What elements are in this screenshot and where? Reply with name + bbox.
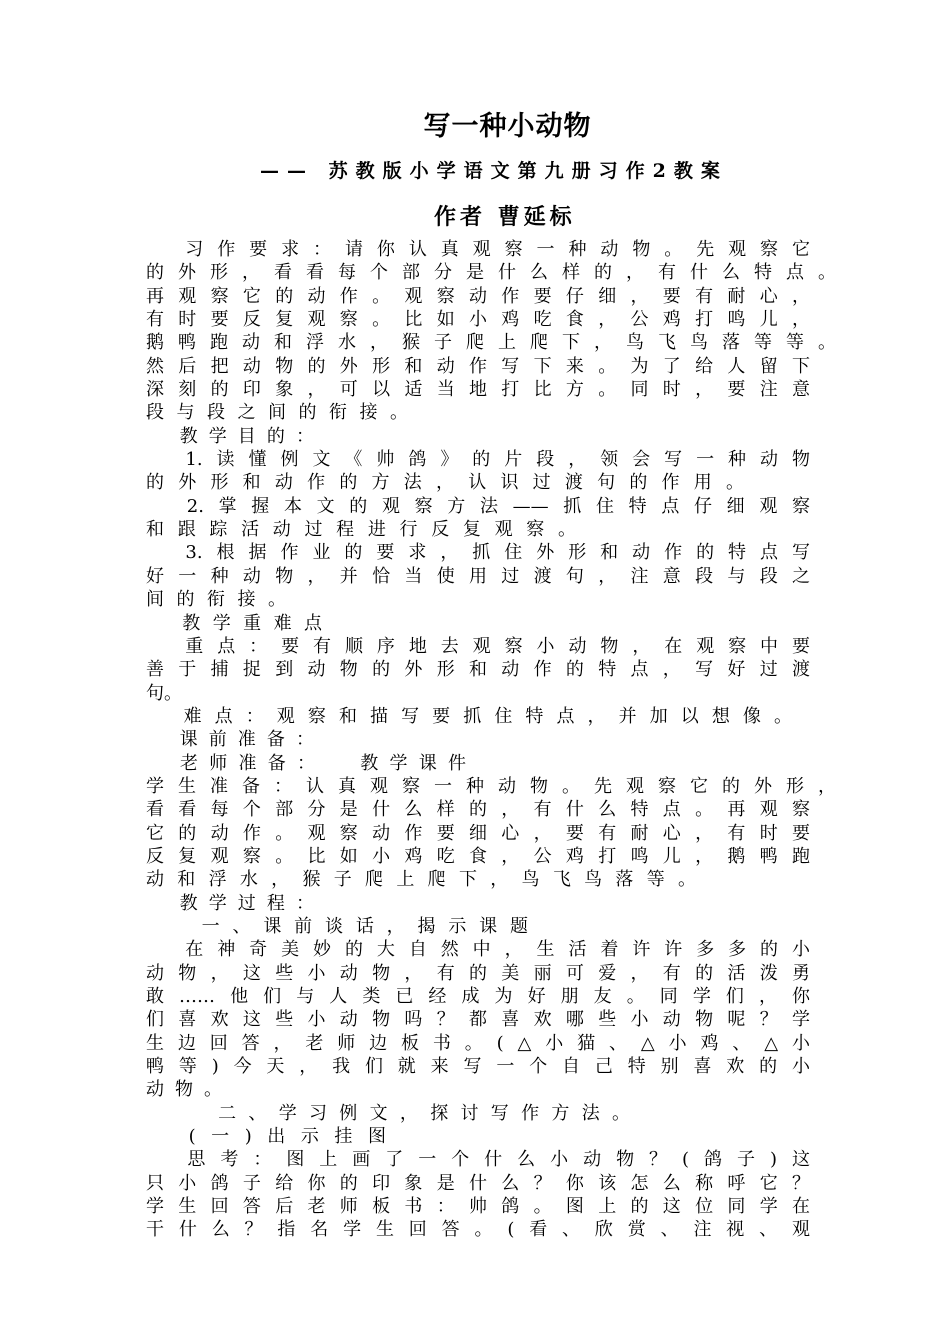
text-line: 动物，这些小动物，有的美丽可爱，有的活泼勇	[146, 962, 810, 984]
text-line: 它的动作。观察动作要细心，要有耐心，有时要	[146, 822, 810, 844]
text-line: 课前准备：	[146, 729, 314, 751]
text-line: 难点：观察和描写要抓住特点，并加以想像。	[146, 705, 792, 727]
text-line: 深刻的印象，可以适当地打比方。同时，要注意	[146, 379, 810, 401]
document-body	[146, 238, 836, 1242]
text-line: 再观察它的动作。观察动作要仔细，要有耐心，	[146, 285, 810, 307]
document-author: 作者 曹延标	[434, 205, 576, 230]
text-line: 和跟踪活动过程进行反复观察。	[146, 519, 576, 541]
text-line: 3.根据作业的要求，抓住外形和动作的特点写	[146, 542, 810, 564]
text-line: 干什么？指名学生回答。(看、欣赏、注视、观	[146, 1219, 810, 1241]
text-line: 鸭等)今天，我们就来写一个自己特别喜欢的小	[146, 1056, 810, 1078]
text-line: 学生准备：认真观察一种动物。先观察它的外形，	[146, 775, 836, 797]
text-line: 动和浮水，猴子爬上爬下，鸟飞鸟落等。	[146, 869, 696, 891]
text-line: 动物。	[146, 1079, 222, 1101]
text-line: 2.掌握本文的观察方法——抓住特点仔细观察	[146, 495, 810, 517]
document-subtitle: —— 苏教版小学语文第九册习作2教案	[260, 160, 728, 182]
text-line: 思考：图上画了一个什么小动物？(鸽子)这	[146, 1149, 810, 1171]
text-line: 生边回答，老师边板书。(△小猫、△小鸡、△小	[146, 1032, 810, 1054]
text-line: (一)出示挂图	[146, 1126, 386, 1148]
text-line: 反复观察。比如小鸡吃食，公鸡打鸣儿，鹅鸭跑	[146, 845, 810, 867]
text-line: 善于捕捉到动物的外形和动作的特点，写好过渡	[146, 659, 810, 681]
text-line: 段与段之间的衔接。	[146, 402, 408, 424]
text-line: 们喜欢这些小动物吗？都喜欢哪些小动物呢？学	[146, 1009, 810, 1031]
text-line: 1.读懂例文《帅鸽》的片段，领会写一种动物	[146, 449, 810, 471]
text-line: 好一种动物，并恰当使用过渡句，注意段与段之	[146, 565, 810, 587]
text-line: 一、课前谈话，揭示课题	[146, 915, 528, 937]
text-line: 学生回答后老师板书：帅鸽。图上的这位同学在	[146, 1196, 810, 1218]
text-line: 有时要反复观察。比如小鸡吃食，公鸡打鸣儿，	[146, 309, 810, 331]
text-line: 的外形和动作的方法，认识过渡句的作用。	[146, 472, 744, 494]
text-line: 的外形，看看每个部分是什么样的，有什么特点。	[146, 262, 836, 284]
text-line: 敢……他们与人类已经成为好朋友。同学们，你	[146, 986, 810, 1007]
text-line: 教学过程：	[146, 892, 314, 914]
text-line: 只小鸽子给你的印象是什么？你该怎么称呼它？	[146, 1172, 810, 1194]
text-line: 重点：要有顺序地去观察小动物，在观察中要	[146, 635, 810, 657]
text-line: 看看每个部分是什么样的，有什么特点。再观察	[146, 799, 810, 821]
text-line: 老师准备： 教学课件	[146, 752, 466, 774]
text-line: 习作要求：请你认真观察一种动物。先观察它	[146, 239, 810, 260]
text-line: 教学重难点	[146, 612, 322, 634]
text-line: 然后把动物的外形和动作写下来。为了给人留下	[146, 355, 810, 377]
text-line: 在神奇美妙的大自然中，生活着许许多多的小	[146, 939, 810, 961]
text-line: 二、学习例文，探讨写作方法。	[146, 1102, 630, 1124]
text-line: 鹅鸭跑动和浮水，猴子爬上爬下，鸟飞鸟落等等。	[146, 332, 836, 354]
text-line: 句。	[146, 682, 182, 704]
text-line: 间的衔接。	[146, 589, 286, 611]
document-title: 写一种小动物	[423, 111, 592, 142]
text-line: 教学目的：	[146, 425, 314, 447]
